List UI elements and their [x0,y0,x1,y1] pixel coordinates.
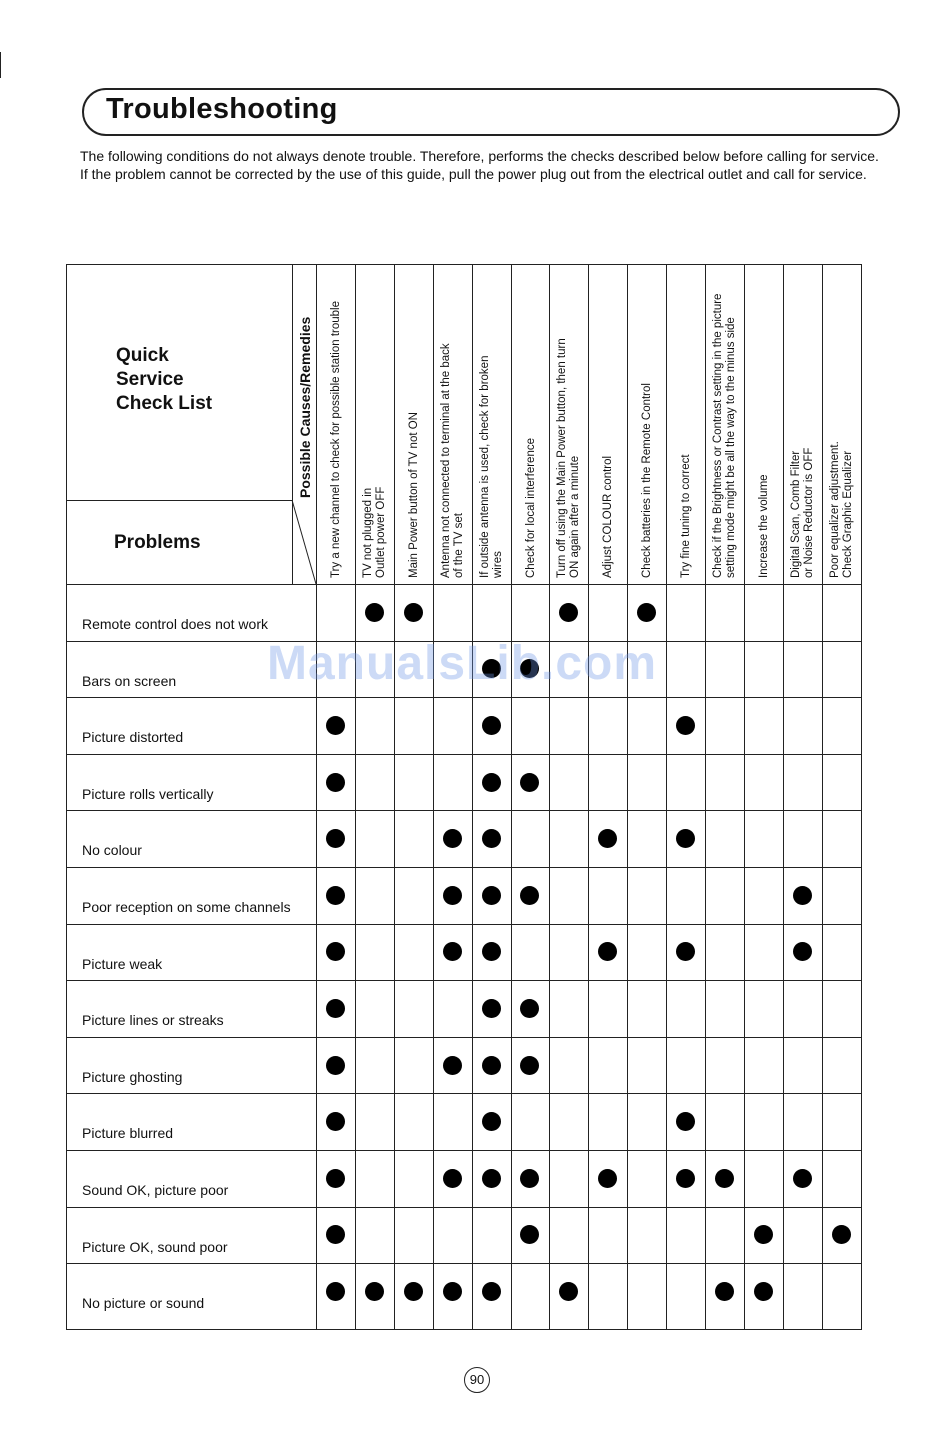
cause-column-header-line: setting mode might be all the way to the minus side [725,317,737,578]
column-rule [433,264,434,1330]
problem-label: Picture blurred [82,1125,174,1142]
cause-column-header-line: Check batteries in the Remote Control [641,383,654,578]
problem-label: Bars on screen [82,672,177,689]
cause-column-header [408,412,421,578]
problem-label: No colour [82,842,142,859]
column-rule [744,264,745,1330]
column-rule [666,264,667,1330]
check-mark-dot [326,999,345,1018]
problem-label: Remote control does not work [82,616,268,632]
row-rule [66,1150,862,1151]
qsc-line-3: Check List [116,393,213,414]
check-mark-dot [598,942,617,961]
cause-column-header-line: Turn off using the Main Power button, then turn [556,338,569,578]
column-rule [705,264,706,1330]
check-mark-dot [482,1112,501,1131]
check-mark-dot [326,829,345,848]
check-mark-dot [520,1169,539,1188]
row-rule [66,1263,862,1264]
cause-column-header-line: Adjust COLOUR control [602,455,615,578]
row-rule [66,924,862,925]
check-mark-dot [365,1282,384,1301]
cause-column-header [641,383,654,578]
cause-column-header-line: If outside antenna is used, check for broken [478,355,491,578]
intro-paragraph-2: If the problem cannot be corrected by the use of this guide, pull the power plug out from the electrical outlet and call for service. [80,166,867,182]
cause-column-header-line: Antenna not connected to terminal at the back [439,343,452,578]
check-mark-dot [443,942,462,961]
check-mark-dot [482,716,501,735]
table-border-left [66,264,67,1330]
check-mark-dot [598,829,617,848]
column-rule [355,264,356,1330]
check-mark-dot [637,603,656,622]
check-mark-dot [443,829,462,848]
row-rule [66,1037,862,1038]
cause-column-header [790,448,816,578]
problem-label: Picture rolls vertically [82,785,214,802]
check-mark-dot [754,1282,773,1301]
check-mark-dot [482,1169,501,1188]
cause-column-header [330,301,343,578]
check-mark-dot [793,1169,812,1188]
cause-column-header-line: ON again after a minute [569,455,582,578]
cause-column-header-line: Try fine tuning to correct [680,454,693,578]
problem-label: Poor reception on some channels [82,899,291,915]
check-mark-dot [676,829,695,848]
row-rule [66,810,862,811]
check-mark-dot [520,1056,539,1075]
cause-column-header-line: Check for local interference [524,438,537,578]
check-mark-dot [482,886,501,905]
cause-column-header-line: Check Graphic Equalizer [841,450,854,578]
check-mark-dot [715,1169,734,1188]
cause-column-header-line: Increase the volume [757,474,770,578]
check-mark-dot [559,1282,578,1301]
check-mark-dot [832,1225,851,1244]
row-rule [66,1207,862,1208]
problem-label: No picture or sound [82,1295,205,1312]
column-rule [783,264,784,1330]
intro-text [80,148,905,184]
cause-column-header-line: Poor equalizer adjustment. [828,441,841,578]
intro-paragraph-1: The following conditions do not always denote trouble. Therefore, performs the checks described below before calling for service. [80,148,879,164]
cause-column-header-line: Main Power button of TV not ON [407,412,420,578]
check-mark-dot [443,886,462,905]
cause-column-header [479,356,505,578]
check-mark-dot [482,1056,501,1075]
cause-column-header [712,294,738,578]
check-mark-dot [793,886,812,905]
problem-label: Picture lines or streaks [82,1012,224,1029]
check-mark-dot [326,716,345,735]
page-title: Troubleshooting [106,93,338,125]
column-rule [511,264,512,1330]
check-mark-dot [598,1169,617,1188]
problem-label: Sound OK, picture poor [82,1182,229,1198]
cause-column-header [602,456,615,578]
title-banner [82,88,900,136]
check-mark-dot [443,1169,462,1188]
problems-heading: Problems [114,532,201,553]
qsc-line-2: Service [116,369,184,390]
cause-column-header-line: or Noise Reductor is OFF [802,447,815,578]
check-mark-dot [326,942,345,961]
column-rule [627,264,628,1330]
problem-label: Picture distorted [82,729,184,746]
check-mark-dot [520,1225,539,1244]
page-edge-mark [0,52,1,78]
cause-column-header [680,454,693,578]
check-mark-dot [754,1225,773,1244]
qsc-line-1: Quick [116,345,169,366]
check-mark-dot [559,603,578,622]
column-rule [822,264,823,1330]
cause-column-header-line: Check if the Brightness or Contrast setting in the picture [712,293,724,578]
watermark: ManualsLib.com [267,637,658,690]
check-mark-dot [520,886,539,905]
problem-label: Picture weak [82,955,163,972]
check-mark-dot [482,942,501,961]
check-mark-dot [365,603,384,622]
cause-column-header-line: TV not plugged in [361,487,374,578]
check-mark-dot [676,1112,695,1131]
cause-column-header [758,474,771,578]
row-rule [66,867,862,868]
header-bottom-rule [66,584,862,585]
check-mark-dot [482,1282,501,1301]
check-mark-dot [326,1112,345,1131]
check-mark-dot [443,1282,462,1301]
check-mark-dot [520,999,539,1018]
check-mark-dot [326,1282,345,1301]
problem-label: Picture OK, sound poor [82,1238,228,1255]
row-rule [66,697,862,698]
column-rule [549,264,550,1330]
check-mark-dot [326,1056,345,1075]
check-mark-dot [482,999,501,1018]
check-mark-dot [404,603,423,622]
cause-column-header [362,487,388,578]
column-rule [394,264,395,1330]
check-mark-dot [520,773,539,792]
cause-column-header [556,338,582,578]
cause-column-header [829,441,855,578]
check-mark-dot [482,773,501,792]
cause-column-header-line: Try a new channel to check for possible station trouble [330,301,342,578]
check-mark-dot [326,1169,345,1188]
causes-column-rule [292,264,293,584]
cause-column-header-line: of the TV set [452,513,465,578]
column-rule [472,264,473,1330]
quick-service-check-list-title [116,344,212,416]
check-mark-dot [443,1056,462,1075]
row-rule [66,1093,862,1094]
check-mark-dot [676,1169,695,1188]
cause-column-header [440,343,466,578]
check-mark-dot [676,716,695,735]
check-mark-dot [404,1282,423,1301]
cause-column-header-line: Outlet power OFF [374,486,387,578]
cause-column-header-line: Digital Scan, Comb Filter [789,450,802,578]
page-number: 90 [464,1367,490,1393]
check-mark-dot [715,1282,734,1301]
column-rule [316,264,317,1330]
table-border-bottom [66,1329,862,1330]
check-mark-dot [326,773,345,792]
check-mark-dot [793,942,812,961]
header-split-rule [66,500,292,501]
problem-label: Picture ghosting [82,1068,183,1085]
check-mark-dot [326,886,345,905]
check-mark-dot [676,942,695,961]
row-rule [66,754,862,755]
check-mark-dot [326,1225,345,1244]
check-mark-dot [482,829,501,848]
quick-service-check-table [66,264,862,1330]
row-rule [66,980,862,981]
cause-column-header-line: wires [491,551,504,578]
column-rule [861,264,862,1330]
table-border-top [66,264,862,265]
possible-causes-heading: Possible Causes/Remedies [297,316,313,498]
cause-column-header [525,438,538,578]
column-rule [588,264,589,1330]
